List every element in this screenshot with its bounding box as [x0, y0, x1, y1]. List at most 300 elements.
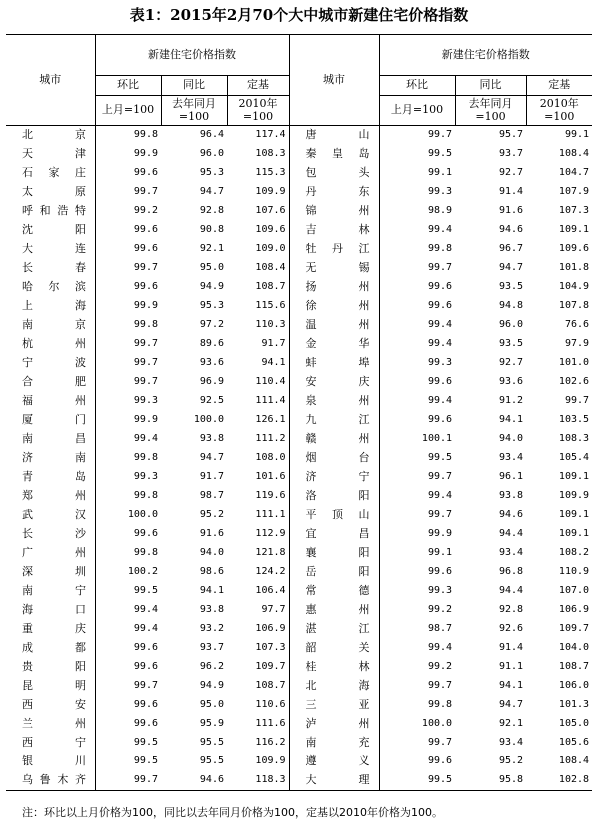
city-name-text: 福州 [22, 393, 86, 407]
price-index-table [6, 34, 592, 791]
city-name-left [6, 715, 95, 734]
city-name-text: 三亚 [305, 697, 370, 711]
yoy-value-right: 92.6 [498, 622, 524, 634]
yoy-value-right: 96.8 [498, 565, 524, 577]
city-name-left [6, 411, 95, 430]
base-value-left: 110.4 [255, 375, 286, 387]
city-name-right [289, 677, 379, 696]
city-name-text: 乌鲁木齐 [22, 773, 86, 787]
city-name-right [289, 316, 379, 335]
mom-value-right: 99.3 [379, 183, 455, 202]
city-name-left [6, 126, 95, 145]
mom-value-left: 99.7 [95, 771, 161, 790]
mom-value-right: 99.6 [379, 297, 455, 316]
city-name-right [289, 392, 379, 411]
city-name-right [289, 145, 379, 164]
city-name-text: 湛江 [305, 621, 370, 635]
table-row [6, 145, 592, 164]
mom-header-left: 环比 [95, 76, 161, 96]
yoy-base-left: 去年同月=100 [161, 96, 227, 126]
city-header-right: 城市 [289, 35, 379, 126]
base-value-right: 108.7 [558, 660, 590, 672]
yoy-value-right: 94.4 [498, 584, 524, 596]
base-value-right: 108.4 [558, 755, 590, 767]
base-value-right: 104.0 [558, 641, 590, 653]
city-name-right [289, 734, 379, 753]
city-name-text: 徐州 [305, 298, 370, 312]
base-value-left: 110.3 [255, 318, 286, 330]
mom-value-right: 99.2 [379, 658, 455, 677]
city-name-text: 平顶山 [305, 507, 370, 521]
base-value-right: 106.0 [558, 679, 590, 691]
city-name-left [6, 392, 95, 411]
city-name-text: 海口 [22, 602, 86, 616]
city-name-right [289, 601, 379, 620]
mom-value-left: 99.9 [95, 145, 161, 164]
base-value-left: 107.6 [255, 204, 286, 216]
base-value-left: 109.9 [255, 755, 286, 767]
mom-value-right: 99.3 [379, 354, 455, 373]
city-name-text: 金华 [305, 336, 370, 350]
base-value-right: 104.7 [558, 166, 590, 178]
mom-value-left: 99.7 [95, 259, 161, 278]
base-value-left: 115.6 [255, 299, 286, 311]
yoy-value-left: 95.0 [199, 261, 224, 273]
table-row [6, 411, 592, 430]
mom-value-right: 100.1 [379, 430, 455, 449]
city-name-text: 泸州 [305, 716, 370, 730]
city-name-text: 唐山 [305, 128, 370, 141]
base-value-left: 115.3 [255, 166, 286, 178]
yoy-base-right: 去年同月=100 [455, 96, 526, 126]
base-header-left: 定基 [227, 76, 289, 96]
city-name-text: 九江 [305, 412, 370, 426]
table-row [6, 316, 592, 335]
mom-base-left: 上月=100 [95, 96, 161, 126]
city-name-text: 广州 [22, 545, 86, 559]
city-name-text: 济宁 [305, 469, 370, 483]
yoy-value-left: 94.7 [199, 451, 224, 463]
yoy-header-left: 同比 [161, 76, 227, 96]
yoy-value-left: 94.1 [199, 584, 224, 596]
base-value-right: 109.6 [558, 242, 590, 254]
yoy-value-left: 95.3 [199, 166, 224, 178]
yoy-value-right: 94.7 [498, 261, 524, 273]
city-name-text: 大理 [305, 773, 370, 787]
table-row [6, 696, 592, 715]
base-value-left: 108.3 [255, 147, 286, 159]
base-value-right: 102.8 [526, 771, 592, 790]
yoy-value-right: 93.4 [498, 546, 524, 558]
base-value-left: 111.2 [255, 432, 286, 444]
mom-value-left: 99.4 [95, 601, 161, 620]
table-row [6, 430, 592, 449]
mom-value-left: 99.4 [95, 620, 161, 639]
yoy-header-right: 同比 [455, 76, 526, 96]
yoy-value-left: 94.9 [199, 280, 224, 292]
base-value-right: 103.5 [558, 413, 590, 425]
city-name-left [6, 487, 95, 506]
city-name-right [289, 620, 379, 639]
city-name-text: 岳阳 [305, 564, 370, 578]
yoy-value-left: 97.2 [199, 318, 224, 330]
city-name-right [289, 563, 379, 582]
base-value-right: 76.6 [564, 318, 590, 330]
mom-value-left: 99.8 [95, 316, 161, 335]
yoy-value-right: 94.8 [498, 299, 524, 311]
table-row [6, 164, 592, 183]
base-value-right: 107.9 [558, 185, 590, 197]
yoy-value-right: 91.1 [498, 660, 524, 672]
base-value-right: 104.9 [558, 280, 590, 292]
mom-value-right: 99.6 [379, 563, 455, 582]
base-value-left: 94.1 [261, 356, 286, 368]
base-value-right: 97.9 [564, 337, 590, 349]
yoy-value-right: 95.8 [455, 771, 526, 790]
yoy-value-left: 91.6 [199, 527, 224, 539]
table-row [6, 506, 592, 525]
base-value-left: 124.2 [255, 565, 286, 577]
table-row [6, 126, 592, 145]
city-name-text: 韶关 [305, 640, 370, 654]
city-name-right [289, 639, 379, 658]
base-value-left: 108.0 [255, 451, 286, 463]
mom-value-right: 99.7 [379, 126, 455, 145]
yoy-value-left: 94.0 [199, 546, 224, 558]
city-name-left [6, 449, 95, 468]
mom-value-left: 99.3 [95, 468, 161, 487]
city-name-left [6, 354, 95, 373]
city-name-text: 牡丹江 [305, 241, 370, 255]
city-name-left [6, 468, 95, 487]
base-value-left: 108.4 [255, 261, 286, 273]
index-group-header-left: 新建住宅价格指数 [95, 35, 289, 76]
mom-value-right: 99.6 [379, 278, 455, 297]
yoy-value-right: 92.8 [498, 603, 524, 615]
city-name-text: 宁波 [22, 355, 86, 369]
city-name-text: 石家庄 [22, 165, 86, 179]
city-name-left [6, 658, 95, 677]
table-body [6, 126, 592, 791]
city-name-left [6, 734, 95, 753]
city-name-right [289, 752, 379, 771]
yoy-value-left: 92.5 [199, 394, 224, 406]
mom-value-right: 99.2 [379, 601, 455, 620]
city-name-text: 沈阳 [22, 222, 86, 236]
yoy-value-right: 94.7 [498, 698, 524, 710]
city-name-text: 蚌埠 [305, 355, 370, 369]
table-row [6, 449, 592, 468]
city-name-right [289, 259, 379, 278]
mom-value-right: 99.8 [379, 240, 455, 259]
city-name-text: 长沙 [22, 526, 86, 540]
yoy-value-left: 93.2 [199, 622, 224, 634]
table-row [6, 525, 592, 544]
mom-value-left: 99.6 [95, 696, 161, 715]
yoy-value-right: 93.8 [498, 489, 524, 501]
yoy-value-right: 91.6 [498, 204, 524, 216]
base-value-right: 101.0 [558, 356, 590, 368]
city-name-left [6, 430, 95, 449]
yoy-value-right: 96.0 [498, 318, 524, 330]
city-name-right [289, 658, 379, 677]
city-name-left [6, 164, 95, 183]
table-row [6, 354, 592, 373]
base-value-right: 101.8 [558, 261, 590, 273]
city-name-left [6, 297, 95, 316]
city-name-text: 西安 [22, 697, 86, 711]
city-name-right [289, 544, 379, 563]
city-name-text: 吉林 [305, 222, 370, 236]
yoy-value-right: 94.6 [498, 223, 524, 235]
city-name-text: 北京 [22, 128, 86, 141]
city-name-text: 泉州 [305, 393, 370, 407]
city-name-right [289, 715, 379, 734]
yoy-value-right: 92.7 [498, 166, 524, 178]
mom-value-right: 99.1 [379, 164, 455, 183]
city-name-text: 武汉 [22, 507, 86, 521]
mom-value-right: 99.6 [379, 752, 455, 771]
yoy-value-left: 95.3 [199, 299, 224, 311]
base-value-left: 107.3 [255, 641, 286, 653]
mom-value-right: 99.7 [379, 468, 455, 487]
base-value-right: 102.6 [558, 375, 590, 387]
city-name-text: 锦州 [305, 203, 370, 217]
table-row [6, 487, 592, 506]
base-value-right: 108.2 [558, 546, 590, 558]
city-name-text: 扬州 [305, 279, 370, 293]
city-name-right [289, 183, 379, 202]
yoy-value-left: 98.7 [199, 489, 224, 501]
city-name-text: 丹东 [305, 184, 370, 198]
yoy-value-right: 94.0 [498, 432, 524, 444]
city-name-text: 呼和浩特 [22, 203, 86, 217]
base-value-right: 99.1 [564, 129, 590, 140]
mom-value-right: 99.4 [379, 335, 455, 354]
table-row [6, 563, 592, 582]
yoy-value-right: 96.1 [498, 470, 524, 482]
city-name-text: 温州 [305, 317, 370, 331]
mom-value-left: 99.7 [95, 373, 161, 392]
base-value-left: 97.7 [261, 603, 286, 615]
city-name-text: 南昌 [22, 431, 86, 445]
index-group-header-right: 新建住宅价格指数 [379, 35, 592, 76]
base-value-right: 109.7 [558, 622, 590, 634]
city-name-text: 烟台 [305, 450, 370, 464]
mom-value-right: 99.7 [379, 677, 455, 696]
yoy-value-left: 93.8 [199, 432, 224, 444]
city-name-text: 安庆 [305, 374, 370, 388]
city-name-right [289, 449, 379, 468]
mom-value-right: 99.6 [379, 373, 455, 392]
city-name-left [6, 752, 95, 771]
mom-value-right: 99.5 [379, 449, 455, 468]
city-name-left [6, 601, 95, 620]
yoy-value-right: 91.2 [498, 394, 524, 406]
city-name-text: 杭州 [22, 336, 86, 350]
yoy-value-right: 93.5 [498, 280, 524, 292]
yoy-value-left: 95.9 [199, 717, 224, 729]
mom-value-left: 99.6 [95, 221, 161, 240]
yoy-value-left: 89.6 [199, 337, 224, 349]
city-name-right [289, 582, 379, 601]
mom-value-left: 99.6 [95, 164, 161, 183]
yoy-value-left: 96.2 [199, 660, 224, 672]
table-row [6, 639, 592, 658]
city-name-right [289, 297, 379, 316]
city-name-left [6, 525, 95, 544]
city-name-right [289, 771, 379, 790]
mom-value-right: 99.3 [379, 582, 455, 601]
base-value-left: 126.1 [255, 413, 286, 425]
yoy-value-left: 95.0 [199, 698, 224, 710]
yoy-value-left: 93.8 [199, 603, 224, 615]
table-row [6, 582, 592, 601]
yoy-value-left: 98.6 [199, 565, 224, 577]
city-name-left [6, 544, 95, 563]
mom-value-left: 99.9 [95, 297, 161, 316]
mom-value-left: 99.5 [95, 582, 161, 601]
yoy-value-left: 96.0 [199, 147, 224, 159]
base-value-left: 109.9 [255, 185, 286, 197]
yoy-value-right: 95.2 [498, 755, 524, 767]
table-title: 表1：2015年2月70个大中城市新建住宅价格指数 [129, 6, 469, 24]
table-row [6, 752, 592, 771]
city-name-text: 银川 [22, 754, 86, 768]
table-row [6, 335, 592, 354]
city-name-left [6, 259, 95, 278]
base-value-right: 105.6 [558, 736, 590, 748]
mom-value-left: 99.4 [95, 430, 161, 449]
city-header-left: 城市 [6, 35, 95, 126]
table-row [6, 202, 592, 221]
yoy-value-right: 93.4 [498, 736, 524, 748]
city-name-right [289, 411, 379, 430]
yoy-value-right: 94.1 [498, 679, 524, 691]
mom-value-left: 99.8 [95, 544, 161, 563]
city-name-left [6, 335, 95, 354]
table-row [6, 221, 592, 240]
table-row [6, 259, 592, 278]
city-name-left [6, 582, 95, 601]
yoy-value-left: 94.6 [161, 771, 227, 790]
city-name-right [289, 126, 379, 145]
mom-base-right: 上月=100 [379, 96, 455, 126]
city-name-text: 赣州 [305, 431, 370, 445]
city-name-text: 宜昌 [305, 526, 370, 540]
city-name-right [289, 525, 379, 544]
base-value-right: 99.7 [564, 394, 590, 406]
yoy-value-right: 91.4 [498, 641, 524, 653]
base-value-right: 107.0 [558, 584, 590, 596]
yoy-value-right: 91.4 [498, 185, 524, 197]
base-value-right: 101.3 [558, 698, 590, 710]
yoy-value-left: 91.7 [199, 470, 224, 482]
city-name-right [289, 468, 379, 487]
city-name-text: 成都 [22, 640, 86, 654]
city-name-text: 深圳 [22, 564, 86, 578]
yoy-value-left: 93.6 [199, 356, 224, 368]
yoy-value-left: 92.1 [199, 242, 224, 254]
table-row [6, 392, 592, 411]
mom-value-right: 99.4 [379, 392, 455, 411]
yoy-value-right: 96.7 [498, 242, 524, 254]
city-name-text: 南充 [305, 735, 370, 749]
city-name-text: 上海 [22, 298, 86, 312]
city-name-text: 惠州 [305, 602, 370, 616]
city-name-right [289, 164, 379, 183]
city-name-text: 西宁 [22, 735, 86, 749]
mom-value-left: 99.6 [95, 525, 161, 544]
base-value-right: 109.1 [558, 508, 590, 520]
city-name-left [6, 563, 95, 582]
base-value-left: 118.3 [227, 771, 289, 790]
city-name-left [6, 240, 95, 259]
mom-value-left: 99.6 [95, 658, 161, 677]
mom-value-left: 99.5 [95, 752, 161, 771]
yoy-value-right: 92.7 [498, 356, 524, 368]
mom-value-left: 99.8 [95, 487, 161, 506]
city-name-text: 厦门 [22, 412, 86, 426]
table-row [6, 601, 592, 620]
city-name-text: 遵义 [305, 754, 370, 768]
mom-value-left: 100.0 [95, 506, 161, 525]
base-value-left: 109.7 [255, 660, 286, 672]
city-name-text: 郑州 [22, 488, 86, 502]
city-name-left [6, 183, 95, 202]
base-base-right: 2010年=100 [526, 96, 592, 126]
yoy-value-right: 94.6 [498, 508, 524, 520]
base-value-left: 109.6 [255, 223, 286, 235]
base-value-right: 109.9 [558, 489, 590, 501]
city-name-text: 合肥 [22, 374, 86, 388]
mom-value-right: 98.9 [379, 202, 455, 221]
footnote: 注：环比以上月价格为100，同比以去年同月价格为100，定基以2010年价格为100。 [22, 806, 443, 819]
yoy-value-left: 93.7 [199, 641, 224, 653]
mom-value-right: 99.6 [379, 411, 455, 430]
yoy-value-left: 90.8 [199, 223, 224, 235]
city-name-text: 秦皇岛 [305, 146, 370, 160]
base-value-left: 91.7 [261, 337, 286, 349]
mom-value-left: 99.6 [95, 240, 161, 259]
city-name-left [6, 620, 95, 639]
table-row [6, 297, 592, 316]
city-name-left [6, 278, 95, 297]
mom-value-left: 99.7 [95, 183, 161, 202]
table-row [6, 771, 592, 790]
yoy-value-right: 93.5 [498, 337, 524, 349]
city-name-text: 襄阳 [305, 545, 370, 559]
city-name-text: 洛阳 [305, 488, 370, 502]
base-value-right: 107.3 [558, 204, 590, 216]
city-name-text: 无锡 [305, 260, 370, 274]
table-row [6, 677, 592, 696]
base-header-right: 定基 [526, 76, 592, 96]
city-name-text: 大连 [22, 241, 86, 255]
city-name-left [6, 221, 95, 240]
mom-value-right: 99.7 [379, 734, 455, 753]
yoy-value-right: 93.7 [498, 147, 524, 159]
yoy-value-left: 95.5 [199, 736, 224, 748]
base-value-left: 101.6 [255, 470, 286, 482]
base-value-right: 109.1 [558, 527, 590, 539]
city-name-text: 包头 [305, 165, 370, 179]
base-value-left: 121.8 [255, 546, 286, 558]
base-value-right: 110.9 [558, 565, 590, 577]
city-name-left [6, 316, 95, 335]
mom-value-right: 99.1 [379, 544, 455, 563]
table-row [6, 544, 592, 563]
